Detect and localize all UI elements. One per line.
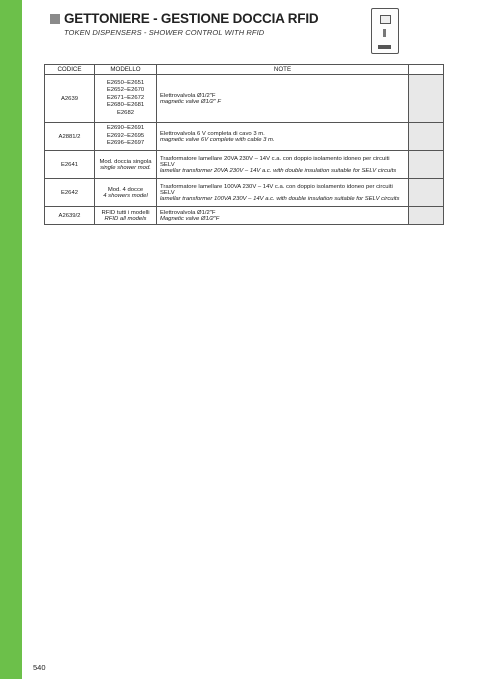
table-row — [45, 207, 444, 225]
cell-code: A2639 — [45, 75, 95, 123]
cell-code: E2641 — [45, 151, 95, 179]
cell-model: E2650–E2651 E2652–E2670 E2671–E2672 E2680–E2681 E2682 — [95, 75, 157, 123]
cell-model: RFID tutti i modelli RFID all models — [95, 207, 157, 225]
device-brand-plate — [378, 45, 391, 49]
cell-notes: Elettrovalvola Ø1/2"F Magnetic valve Ø1/2"F — [157, 207, 409, 225]
cell-blank — [409, 179, 444, 207]
table-row — [45, 151, 444, 179]
column-header-model: MODELLO — [95, 65, 157, 75]
title-bullet-square — [50, 14, 60, 24]
cell-notes: Trasformatore lamellare 100VA 230V – 14V c.a. con doppio isolamento idoneo per circuiti SELV lamellar transformer 100VA 230V – 14V a.c. with double insulation suitable for SELV circuits — [157, 179, 409, 207]
device-display — [380, 15, 391, 24]
cell-model: Mod. 4 docce 4 showers model — [95, 179, 157, 207]
cell-notes: Elettrovalvola Ø1/2"F magnetic valve Ø1/2" F — [157, 75, 409, 123]
product-table — [44, 64, 444, 225]
page-header — [50, 12, 318, 37]
cell-blank — [409, 123, 444, 151]
cell-code: A2639/2 — [45, 207, 95, 225]
page-number: 540 — [33, 663, 46, 672]
cell-model: Mod. doccia singola single shower mod. — [95, 151, 157, 179]
page-title: GETTONIERE - GESTIONE DOCCIA RFID — [64, 11, 319, 26]
cell-code: A2881/2 — [45, 123, 95, 151]
column-header-code: CODICE — [45, 65, 95, 75]
cell-blank — [409, 207, 444, 225]
table-row — [45, 179, 444, 207]
cell-notes: Trasformatore lamellare 20VA 230V – 14V c.a. con doppio isolamento idoneo per circuiti SELV lamellar transformer 20VA 230V – 14V a.c. with double insulation suitable for SELV circuits — [157, 151, 409, 179]
side-color-band — [0, 0, 22, 679]
table-row — [45, 75, 444, 123]
table-row — [45, 123, 444, 151]
cell-code: E2642 — [45, 179, 95, 207]
cell-model: E2690–E2691 E2692–E2695 E2696–E2697 — [95, 123, 157, 151]
cell-notes: Elettrovalvola 6 V completa di cavo 3 m. magnetic valve 6V complete with cable 3 m. — [157, 123, 409, 151]
column-header-blank — [409, 65, 444, 75]
cell-blank — [409, 75, 444, 123]
column-header-notes: NOTE — [157, 65, 409, 75]
device-slot — [383, 29, 386, 37]
cell-blank — [409, 151, 444, 179]
token-dispenser-illustration — [371, 8, 399, 54]
table-header-row — [45, 65, 444, 75]
page-subtitle: TOKEN DISPENSERS - SHOWER CONTROL WITH RFID — [64, 28, 265, 37]
